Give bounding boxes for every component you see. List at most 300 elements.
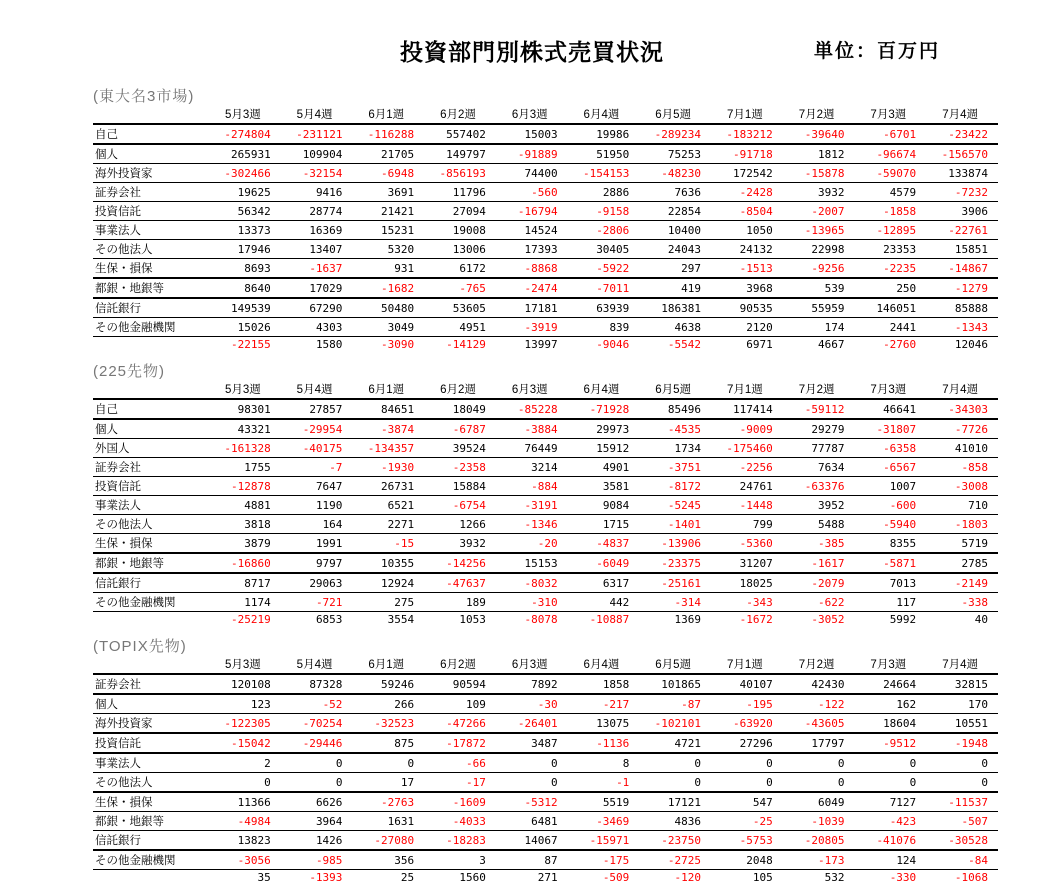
column-header: 6月4週 bbox=[568, 106, 640, 124]
cell-value: -13965 bbox=[783, 221, 855, 240]
cell-value: -2760 bbox=[883, 338, 917, 351]
cell-value: -3056 bbox=[209, 850, 281, 870]
cell-value: 85888 bbox=[926, 298, 998, 318]
cell-value: -91889 bbox=[496, 144, 568, 164]
cell-value: -102101 bbox=[639, 714, 711, 734]
data-table bbox=[93, 656, 998, 885]
cell-value: 5992 bbox=[889, 613, 917, 626]
cell-value: 26731 bbox=[352, 477, 424, 496]
cell-value: -11537 bbox=[926, 792, 998, 812]
cell-value: 419 bbox=[639, 278, 711, 298]
cell-value: 24132 bbox=[711, 240, 783, 259]
cell-value: -330 bbox=[889, 871, 917, 884]
cell-value: 149539 bbox=[209, 298, 281, 318]
cell-value: -9512 bbox=[854, 733, 926, 753]
cell-value: 1007 bbox=[854, 477, 926, 496]
cell-value: 3487 bbox=[496, 733, 568, 753]
table-row bbox=[93, 573, 998, 593]
column-header: 6月4週 bbox=[568, 381, 640, 399]
cell-value: -32523 bbox=[352, 714, 424, 734]
cell-value: -8868 bbox=[496, 259, 568, 279]
cell-value: 0 bbox=[496, 753, 568, 773]
row-label: 外国人 bbox=[93, 439, 209, 458]
cell-value: 297 bbox=[639, 259, 711, 279]
cell-value: 77787 bbox=[783, 439, 855, 458]
cell-value: 6317 bbox=[568, 573, 640, 593]
cell-value: 4881 bbox=[209, 496, 281, 515]
cell-value: -3874 bbox=[352, 419, 424, 439]
cell-value: -7232 bbox=[926, 183, 998, 202]
cell-value: -22761 bbox=[926, 221, 998, 240]
table-section bbox=[93, 638, 998, 885]
cell-value: -856193 bbox=[424, 164, 496, 183]
cell-value: 174 bbox=[783, 318, 855, 337]
cell-value: 4836 bbox=[639, 812, 711, 831]
column-header: 7月4週 bbox=[926, 656, 998, 674]
cell-value: -20805 bbox=[783, 831, 855, 851]
cell-value: 0 bbox=[281, 773, 353, 793]
cell-value: 1580 bbox=[315, 338, 343, 351]
header-row bbox=[93, 106, 998, 124]
cell-value: 30405 bbox=[568, 240, 640, 259]
cell-value: 3879 bbox=[209, 534, 281, 554]
cell-value: -1858 bbox=[854, 202, 926, 221]
cell-value: -9009 bbox=[711, 419, 783, 439]
cell-value: -5940 bbox=[854, 515, 926, 534]
row-label bbox=[93, 337, 209, 353]
column-header: 6月5週 bbox=[639, 656, 711, 674]
column-header: 5月4週 bbox=[281, 656, 353, 674]
cell-value: 875 bbox=[352, 733, 424, 753]
cell-value: -2763 bbox=[352, 792, 424, 812]
cell-value: 24664 bbox=[854, 674, 926, 694]
page-title: 投資部門別株式売買状況 bbox=[400, 39, 664, 65]
cell-value: 15003 bbox=[496, 124, 568, 144]
cell-value: -22155 bbox=[230, 338, 271, 351]
cell-value: 55959 bbox=[783, 298, 855, 318]
cell-value: -1672 bbox=[739, 613, 773, 626]
cell-value: 2785 bbox=[926, 553, 998, 573]
column-header: 6月2週 bbox=[424, 381, 496, 399]
column-header: 7月3週 bbox=[854, 381, 926, 399]
column-header: 7月4週 bbox=[926, 106, 998, 124]
cell-value: -5542 bbox=[667, 338, 702, 351]
column-header: 5月4週 bbox=[281, 381, 353, 399]
cell-value: 19625 bbox=[209, 183, 281, 202]
cell-value: 133874 bbox=[926, 164, 998, 183]
cell-value: 186381 bbox=[639, 298, 711, 318]
cell-value: 10400 bbox=[639, 221, 711, 240]
cell-value: 539 bbox=[783, 278, 855, 298]
cell-value: -96674 bbox=[854, 144, 926, 164]
cell-value: 547 bbox=[711, 792, 783, 812]
column-header: 7月1週 bbox=[711, 106, 783, 124]
cell-value: 2 bbox=[209, 753, 281, 773]
cell-value: 6971 bbox=[746, 338, 773, 351]
cell-value: -23750 bbox=[639, 831, 711, 851]
cell-value: -5871 bbox=[854, 553, 926, 573]
cell-value: -29446 bbox=[281, 733, 353, 753]
cell-value: 162 bbox=[854, 694, 926, 714]
table-row bbox=[93, 144, 998, 164]
cell-value: -2007 bbox=[783, 202, 855, 221]
column-header: 6月3週 bbox=[496, 106, 568, 124]
row-label: 個人 bbox=[93, 419, 209, 439]
row-label: 信託銀行 bbox=[93, 831, 209, 851]
column-header: 5月3週 bbox=[209, 656, 281, 674]
section-label: (TOPIX先物) bbox=[93, 638, 187, 655]
cell-value: 0 bbox=[711, 753, 783, 773]
cell-value: -3008 bbox=[926, 477, 998, 496]
cell-value: 25 bbox=[400, 871, 415, 884]
cell-value: -1 bbox=[568, 773, 640, 793]
cell-value: -47637 bbox=[424, 573, 496, 593]
cell-value: 109 bbox=[424, 694, 496, 714]
cell-value: -1617 bbox=[783, 553, 855, 573]
cell-value: 12924 bbox=[352, 573, 424, 593]
table-row bbox=[93, 553, 998, 573]
cell-value: -1948 bbox=[926, 733, 998, 753]
cell-value: -302466 bbox=[209, 164, 281, 183]
cell-value: -7726 bbox=[926, 419, 998, 439]
cell-value: -25 bbox=[711, 812, 783, 831]
cell-value: 24761 bbox=[711, 477, 783, 496]
cell-value: 6481 bbox=[496, 812, 568, 831]
cell-value: -15042 bbox=[209, 733, 281, 753]
cell-value: -1346 bbox=[496, 515, 568, 534]
cell-value: 17029 bbox=[281, 278, 353, 298]
row-label: 都銀・地銀等 bbox=[93, 278, 209, 298]
cell-value: 0 bbox=[783, 773, 855, 793]
cell-value: -1279 bbox=[926, 278, 998, 298]
column-header: 7月2週 bbox=[783, 381, 855, 399]
cell-value: 4638 bbox=[639, 318, 711, 337]
cell-value: 35 bbox=[257, 871, 271, 884]
cell-value: 17946 bbox=[209, 240, 281, 259]
cell-value: 356 bbox=[352, 850, 424, 870]
cell-value: -173 bbox=[783, 850, 855, 870]
cell-value: -17 bbox=[424, 773, 496, 793]
table-row bbox=[93, 458, 998, 477]
row-label: 証券会社 bbox=[93, 674, 209, 694]
table-row bbox=[93, 278, 998, 298]
data-table bbox=[93, 106, 998, 352]
row-label: 投資信託 bbox=[93, 733, 209, 753]
cell-value: 7892 bbox=[496, 674, 568, 694]
cell-value: 557402 bbox=[424, 124, 496, 144]
cell-value: -985 bbox=[281, 850, 353, 870]
cell-value: 63939 bbox=[568, 298, 640, 318]
row-label: 自己 bbox=[93, 399, 209, 419]
cell-value: 42430 bbox=[783, 674, 855, 694]
cell-value: 15231 bbox=[352, 221, 424, 240]
cell-value: 9084 bbox=[568, 496, 640, 515]
cell-value: 799 bbox=[711, 515, 783, 534]
cell-value: 931 bbox=[352, 259, 424, 279]
cell-value: -5312 bbox=[496, 792, 568, 812]
cell-value: 13823 bbox=[209, 831, 281, 851]
cell-value: 18049 bbox=[424, 399, 496, 419]
cell-value: -14129 bbox=[446, 338, 486, 351]
cell-value: -43605 bbox=[783, 714, 855, 734]
cell-value: 85496 bbox=[639, 399, 711, 419]
cell-value: 13997 bbox=[524, 338, 558, 351]
cell-value: -39640 bbox=[783, 124, 855, 144]
cell-value: 164 bbox=[281, 515, 353, 534]
cell-value: -13906 bbox=[639, 534, 711, 554]
cell-value: -2474 bbox=[496, 278, 568, 298]
cell-value: -1682 bbox=[352, 278, 424, 298]
cell-value: 4721 bbox=[639, 733, 711, 753]
cell-value: -18283 bbox=[424, 831, 496, 851]
cell-value: 15851 bbox=[926, 240, 998, 259]
cell-value: 101865 bbox=[639, 674, 711, 694]
cell-value: -1136 bbox=[568, 733, 640, 753]
cell-value: -14867 bbox=[926, 259, 998, 279]
cell-value: -122305 bbox=[209, 714, 281, 734]
table-row bbox=[93, 164, 998, 183]
cell-value: -1068 bbox=[954, 871, 988, 884]
cell-value: -385 bbox=[783, 534, 855, 554]
cell-value: 0 bbox=[926, 753, 998, 773]
cell-value: -274804 bbox=[209, 124, 281, 144]
cell-value: -15 bbox=[352, 534, 424, 554]
cell-value: -6049 bbox=[568, 553, 640, 573]
unit-label: 単位：百万円 bbox=[814, 41, 941, 62]
cell-value: 2120 bbox=[711, 318, 783, 337]
cell-value: 22998 bbox=[783, 240, 855, 259]
cell-value: 7636 bbox=[639, 183, 711, 202]
cell-value: 3932 bbox=[783, 183, 855, 202]
cell-value: 29279 bbox=[783, 419, 855, 439]
cell-value: -161328 bbox=[209, 439, 281, 458]
column-header: 6月2週 bbox=[424, 656, 496, 674]
cell-value: -183212 bbox=[711, 124, 783, 144]
cell-value: -560 bbox=[496, 183, 568, 202]
table-row bbox=[93, 240, 998, 259]
cell-value: 27857 bbox=[281, 399, 353, 419]
table-row bbox=[93, 183, 998, 202]
cell-value: -9046 bbox=[596, 338, 630, 351]
corner-header bbox=[93, 381, 209, 399]
cell-value: 1053 bbox=[459, 613, 486, 626]
cell-value: -1609 bbox=[424, 792, 496, 812]
cell-value: -721 bbox=[281, 593, 353, 612]
row-label: 生保・損保 bbox=[93, 259, 209, 279]
cell-value: 5488 bbox=[783, 515, 855, 534]
table-row bbox=[93, 753, 998, 773]
cell-value: -3191 bbox=[496, 496, 568, 515]
cell-value: -23422 bbox=[926, 124, 998, 144]
table-row bbox=[93, 202, 998, 221]
cell-value: -34303 bbox=[926, 399, 998, 419]
cell-value: -154153 bbox=[568, 164, 640, 183]
cell-value: 40107 bbox=[711, 674, 783, 694]
cell-value: 15912 bbox=[568, 439, 640, 458]
cell-value: 75253 bbox=[639, 144, 711, 164]
cell-value: -116288 bbox=[352, 124, 424, 144]
cell-value: 18604 bbox=[854, 714, 926, 734]
cell-value: 1812 bbox=[783, 144, 855, 164]
cell-value: 1858 bbox=[568, 674, 640, 694]
cell-value: -884 bbox=[496, 477, 568, 496]
cell-value: 3968 bbox=[711, 278, 783, 298]
cell-value: 10355 bbox=[352, 553, 424, 573]
row-label: 都銀・地銀等 bbox=[93, 812, 209, 831]
cell-value: 12046 bbox=[954, 338, 988, 351]
cell-value: -9256 bbox=[783, 259, 855, 279]
cell-value: 74400 bbox=[496, 164, 568, 183]
row-label: 個人 bbox=[93, 694, 209, 714]
cell-value: 1755 bbox=[209, 458, 281, 477]
table-row bbox=[93, 694, 998, 714]
cell-value: 59246 bbox=[352, 674, 424, 694]
cell-value: 3049 bbox=[352, 318, 424, 337]
cell-value: 7634 bbox=[783, 458, 855, 477]
cell-value: 8640 bbox=[209, 278, 281, 298]
row-label: 事業法人 bbox=[93, 753, 209, 773]
cell-value: -5753 bbox=[711, 831, 783, 851]
cell-value: 266 bbox=[352, 694, 424, 714]
row-label: 事業法人 bbox=[93, 221, 209, 240]
cell-value: 3906 bbox=[926, 202, 998, 221]
cell-value: 7127 bbox=[854, 792, 926, 812]
cell-value: 2271 bbox=[352, 515, 424, 534]
cell-value: -423 bbox=[854, 812, 926, 831]
column-header: 6月1週 bbox=[352, 106, 424, 124]
cell-value: -66 bbox=[424, 753, 496, 773]
corner-header bbox=[93, 656, 209, 674]
cell-value: 4901 bbox=[568, 458, 640, 477]
cell-value: 0 bbox=[711, 773, 783, 793]
cell-value: 56342 bbox=[209, 202, 281, 221]
cell-value: 14524 bbox=[496, 221, 568, 240]
table-section bbox=[93, 88, 998, 352]
cell-value: 7013 bbox=[854, 573, 926, 593]
cell-value: 9797 bbox=[281, 553, 353, 573]
cell-value: -40175 bbox=[281, 439, 353, 458]
cell-value: -1803 bbox=[926, 515, 998, 534]
cell-value: 265931 bbox=[209, 144, 281, 164]
cell-value: 1266 bbox=[424, 515, 496, 534]
cell-value: 109904 bbox=[281, 144, 353, 164]
cell-value: 3818 bbox=[209, 515, 281, 534]
cell-value: -3751 bbox=[639, 458, 711, 477]
cell-value: -2235 bbox=[854, 259, 926, 279]
row-label: 都銀・地銀等 bbox=[93, 553, 209, 573]
cell-value: -4984 bbox=[209, 812, 281, 831]
cell-value: -175460 bbox=[711, 439, 783, 458]
cell-value: 1560 bbox=[459, 871, 486, 884]
cell-value: -134357 bbox=[352, 439, 424, 458]
cell-value: -2428 bbox=[711, 183, 783, 202]
cell-value: 32815 bbox=[926, 674, 998, 694]
cell-value: -6787 bbox=[424, 419, 496, 439]
row-label: その他金融機関 bbox=[93, 850, 209, 870]
cell-value: -2079 bbox=[783, 573, 855, 593]
title-bar bbox=[0, 34, 1058, 66]
cell-value: -5245 bbox=[639, 496, 711, 515]
cell-value: 19986 bbox=[568, 124, 640, 144]
cell-value: 117 bbox=[854, 593, 926, 612]
cell-value: 532 bbox=[824, 871, 845, 884]
cell-value: -1401 bbox=[639, 515, 711, 534]
cell-value: 1174 bbox=[209, 593, 281, 612]
cell-value: 10551 bbox=[926, 714, 998, 734]
cell-value: -16794 bbox=[496, 202, 568, 221]
column-header: 6月1週 bbox=[352, 381, 424, 399]
cell-value: 5719 bbox=[926, 534, 998, 554]
cell-value: 4579 bbox=[854, 183, 926, 202]
cell-value: 839 bbox=[568, 318, 640, 337]
cell-value: 3691 bbox=[352, 183, 424, 202]
column-header: 6月2週 bbox=[424, 106, 496, 124]
cell-value: 31207 bbox=[711, 553, 783, 573]
cell-value: 170 bbox=[926, 694, 998, 714]
row-label: 生保・損保 bbox=[93, 792, 209, 812]
row-label: 証券会社 bbox=[93, 458, 209, 477]
cell-value: 21421 bbox=[352, 202, 424, 221]
column-header: 7月2週 bbox=[783, 106, 855, 124]
row-label: 個人 bbox=[93, 144, 209, 164]
cell-value: 39524 bbox=[424, 439, 496, 458]
cell-value: -25161 bbox=[639, 573, 711, 593]
cell-value: -6567 bbox=[854, 458, 926, 477]
cell-value: -10887 bbox=[589, 613, 630, 626]
column-header: 7月2週 bbox=[783, 656, 855, 674]
cell-value: 43321 bbox=[209, 419, 281, 439]
cell-value: 3581 bbox=[568, 477, 640, 496]
cell-value: 24043 bbox=[639, 240, 711, 259]
cell-value: 6049 bbox=[783, 792, 855, 812]
column-header: 7月3週 bbox=[854, 106, 926, 124]
cell-value: 275 bbox=[352, 593, 424, 612]
cell-value: -1637 bbox=[281, 259, 353, 279]
column-header: 7月3週 bbox=[854, 656, 926, 674]
row-label: 信託銀行 bbox=[93, 298, 209, 318]
cell-value: 51950 bbox=[568, 144, 640, 164]
cell-value: 146051 bbox=[854, 298, 926, 318]
cell-value: -8032 bbox=[496, 573, 568, 593]
row-label: 海外投資家 bbox=[93, 714, 209, 734]
column-header: 7月1週 bbox=[711, 381, 783, 399]
column-header: 7月1週 bbox=[711, 656, 783, 674]
cell-value: 0 bbox=[352, 753, 424, 773]
table-row bbox=[93, 850, 998, 870]
cell-value: -7 bbox=[281, 458, 353, 477]
cell-value: 710 bbox=[926, 496, 998, 515]
table-row bbox=[93, 831, 998, 851]
cell-value: 27296 bbox=[711, 733, 783, 753]
cell-value: 50480 bbox=[352, 298, 424, 318]
cell-value: -310 bbox=[496, 593, 568, 612]
cell-value: 27094 bbox=[424, 202, 496, 221]
cell-value: -30528 bbox=[926, 831, 998, 851]
row-label: 生保・損保 bbox=[93, 534, 209, 554]
cell-value: 13075 bbox=[568, 714, 640, 734]
cell-value: -41076 bbox=[854, 831, 926, 851]
cell-value: -289234 bbox=[639, 124, 711, 144]
cell-value: -59070 bbox=[854, 164, 926, 183]
cell-value: 87 bbox=[496, 850, 568, 870]
cell-value: -4535 bbox=[639, 419, 711, 439]
row-label: 自己 bbox=[93, 124, 209, 144]
cell-value: 19008 bbox=[424, 221, 496, 240]
cell-value: 120108 bbox=[209, 674, 281, 694]
cell-value: 14067 bbox=[496, 831, 568, 851]
cell-value: -8078 bbox=[524, 613, 558, 626]
row-label: その他金融機関 bbox=[93, 318, 209, 337]
